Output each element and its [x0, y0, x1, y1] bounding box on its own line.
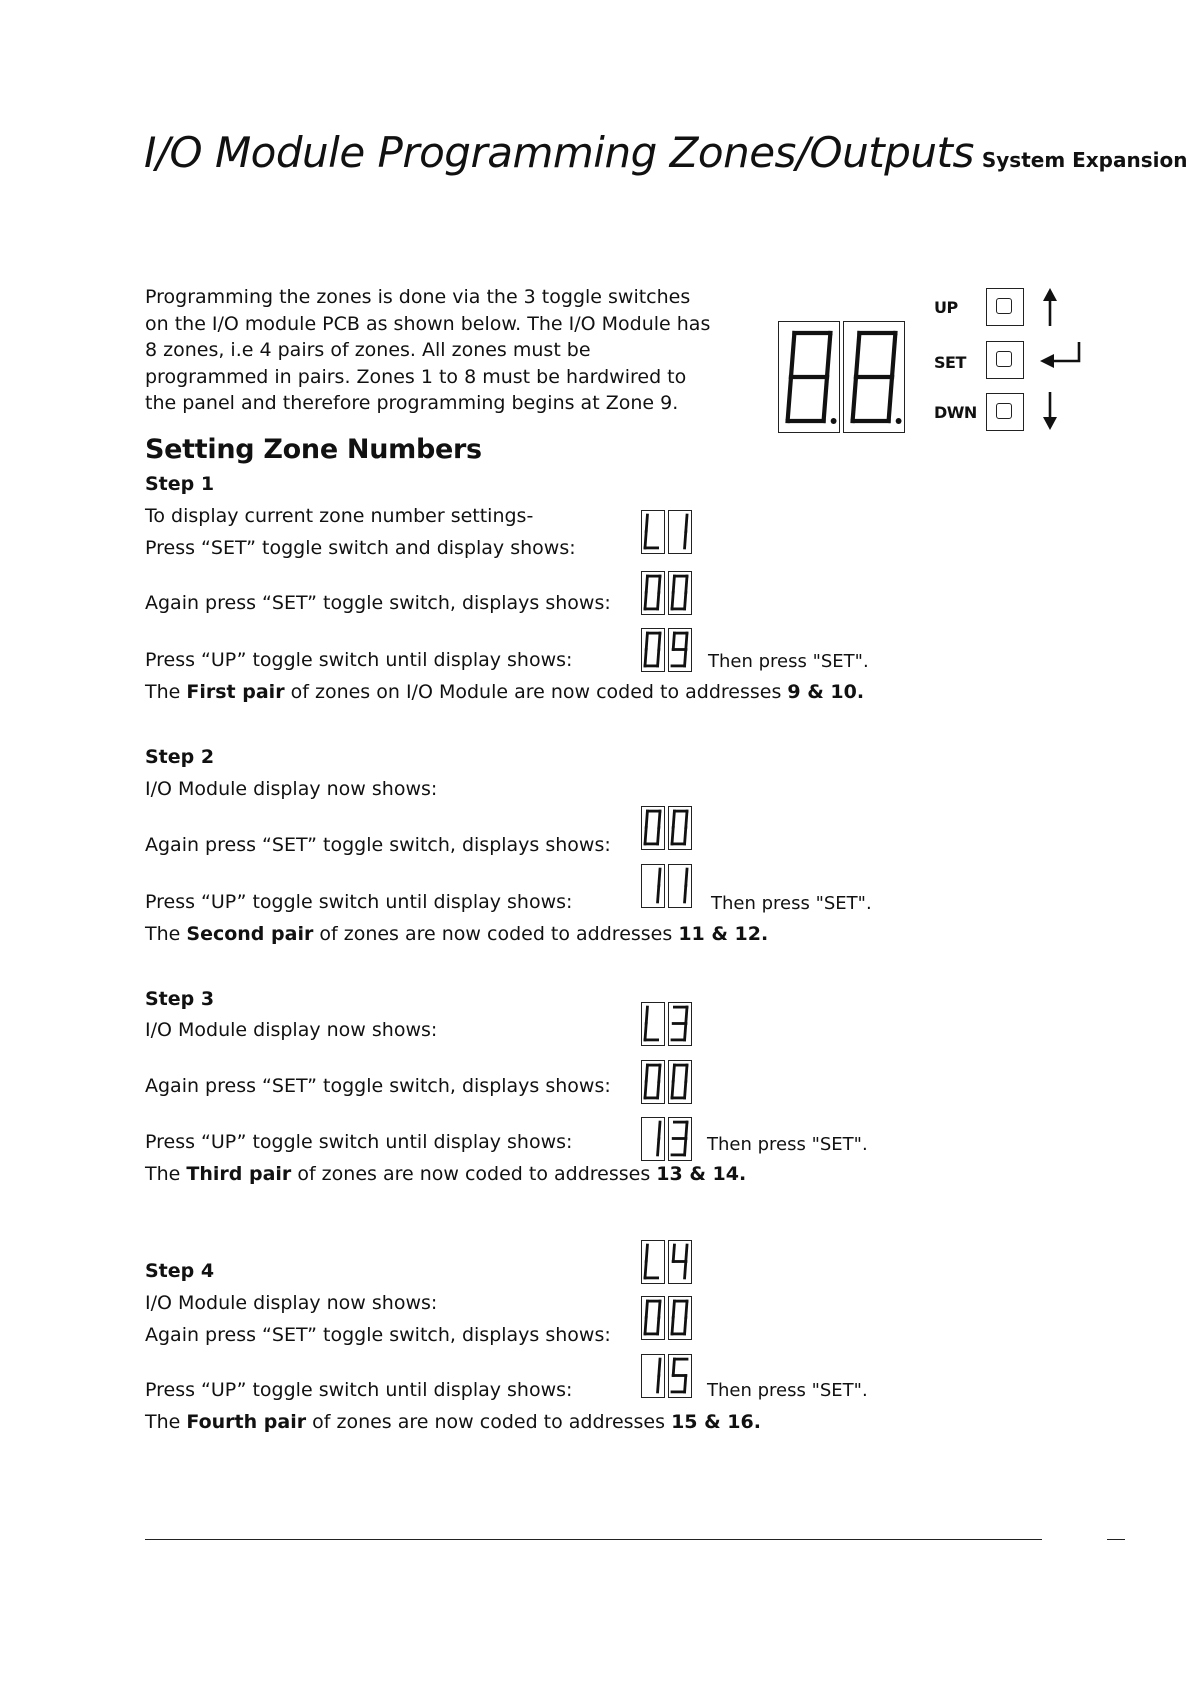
- step-3-display-1: [641, 1002, 692, 1046]
- step-4-line2: Again press “SET” toggle switch, displays shows:: [145, 1324, 611, 1346]
- seven-segment-digit: [668, 1354, 692, 1398]
- set-toggle-switch[interactable]: [986, 341, 1024, 379]
- step-2-display-3: [641, 864, 692, 908]
- step-1-display-1: [641, 510, 692, 554]
- seven-segment-digit: [668, 1240, 692, 1284]
- step-2-line1: I/O Module display now shows:: [145, 778, 438, 800]
- down-toggle-switch[interactable]: [986, 393, 1024, 431]
- up-toggle-switch[interactable]: [986, 288, 1024, 326]
- seven-segment-digit: [641, 1002, 665, 1046]
- step-1-then: Then press "SET".: [708, 651, 869, 672]
- seven-segment-digit: [668, 628, 692, 672]
- step-2-then: Then press "SET".: [711, 893, 872, 914]
- step-2-line2: Again press “SET” toggle switch, displays shows:: [145, 834, 611, 856]
- step-1-line3: Press “UP” toggle switch until display shows:: [145, 649, 573, 671]
- step-3-display-3: [641, 1117, 692, 1161]
- step-3-display-2: [641, 1060, 692, 1104]
- seven-segment-digit: [668, 1117, 692, 1161]
- seven-segment-digit: [843, 321, 905, 433]
- step-4-display-3: [641, 1354, 692, 1398]
- footer-rule: [145, 1539, 1042, 1540]
- step-3-line1: I/O Module display now shows:: [145, 1019, 438, 1041]
- up-label: UP: [934, 298, 958, 317]
- title-text: I/O Module Programming Zones/Outputs: [144, 128, 974, 177]
- step-1-line2: Again press “SET” toggle switch, displays shows:: [145, 592, 611, 614]
- step-4-result: The Fourth pair of zones are now coded to addresses 15 & 16.: [145, 1411, 761, 1433]
- seven-segment-digit: [641, 510, 665, 554]
- step-2-title: Step 2: [145, 746, 215, 768]
- seven-segment-digit: [668, 510, 692, 554]
- seven-segment-digit: [641, 628, 665, 672]
- step-1-line1b: Press “SET” toggle switch and display shows:: [145, 537, 576, 559]
- step-1-display-2: [641, 571, 692, 615]
- step-1-line1: To display current zone number settings-: [145, 505, 534, 527]
- intro-paragraph: Programming the zones is done via the 3 toggle switches on the I/O module PCB as shown below. The I/O Module has 8 zones, i.e 4 pairs of zones. All zones must be programmed in pairs. Zones 1 to 8 must be hardwired to the panel and therefore programming begins at Zone 9.: [145, 286, 711, 414]
- page-subtitle: System Expansion: [981, 148, 1188, 172]
- step-4-line3: Press “UP” toggle switch until display shows:: [145, 1379, 573, 1401]
- step-1-result: The First pair of zones on I/O Module are now coded to addresses 9 & 10.: [145, 681, 865, 703]
- step-4-line1: I/O Module display now shows:: [145, 1292, 438, 1314]
- step-1-title: Step 1: [145, 473, 215, 495]
- seven-segment-digit: [641, 1296, 665, 1340]
- enter-arrow-icon: [1040, 342, 1079, 368]
- step-3-then: Then press "SET".: [707, 1134, 868, 1155]
- seven-segment-digit: [668, 864, 692, 908]
- step-2-display-2: [641, 806, 692, 850]
- up-arrow-icon: [1043, 288, 1057, 326]
- seven-segment-digit: [668, 1296, 692, 1340]
- seven-segment-digit: [668, 1060, 692, 1104]
- down-label: DWN: [934, 403, 977, 422]
- step-1-display-3: [641, 628, 692, 672]
- seven-segment-digit: [641, 1240, 665, 1284]
- footer-page-marker: [1107, 1539, 1125, 1540]
- seven-segment-digit: [641, 1060, 665, 1104]
- seven-segment-digit: [668, 806, 692, 850]
- step-4-title: Step 4: [145, 1260, 215, 1282]
- seven-segment-digit: [641, 864, 665, 908]
- seven-segment-digit: [668, 571, 692, 615]
- step-3-line2: Again press “SET” toggle switch, displays shows:: [145, 1075, 611, 1097]
- step-3-title: Step 3: [145, 988, 215, 1010]
- step-3-line3: Press “UP” toggle switch until display shows:: [145, 1131, 573, 1153]
- seven-segment-digit: [641, 806, 665, 850]
- seven-segment-digit: [641, 571, 665, 615]
- step-2-line3: Press “UP” toggle switch until display shows:: [145, 891, 573, 913]
- down-arrow-icon: [1043, 392, 1057, 430]
- section-title: Setting Zone Numbers: [145, 434, 482, 465]
- step-4-display-2: [641, 1296, 692, 1340]
- step-2-result: The Second pair of zones are now coded to addresses 11 & 12.: [145, 923, 769, 945]
- seven-segment-digit: [668, 1002, 692, 1046]
- seven-segment-digit: [641, 1117, 665, 1161]
- seven-segment-digit: [641, 1354, 665, 1398]
- seven-segment-digit: [778, 321, 840, 433]
- page-title: [144, 128, 1187, 177]
- step-4-display-1: [641, 1240, 692, 1284]
- set-label: SET: [934, 353, 966, 372]
- step-4-then: Then press "SET".: [707, 1380, 868, 1401]
- module-display: [778, 321, 905, 433]
- arrows-group: [1036, 288, 1086, 438]
- step-3-result: The Third pair of zones are now coded to addresses 13 & 14.: [145, 1163, 747, 1185]
